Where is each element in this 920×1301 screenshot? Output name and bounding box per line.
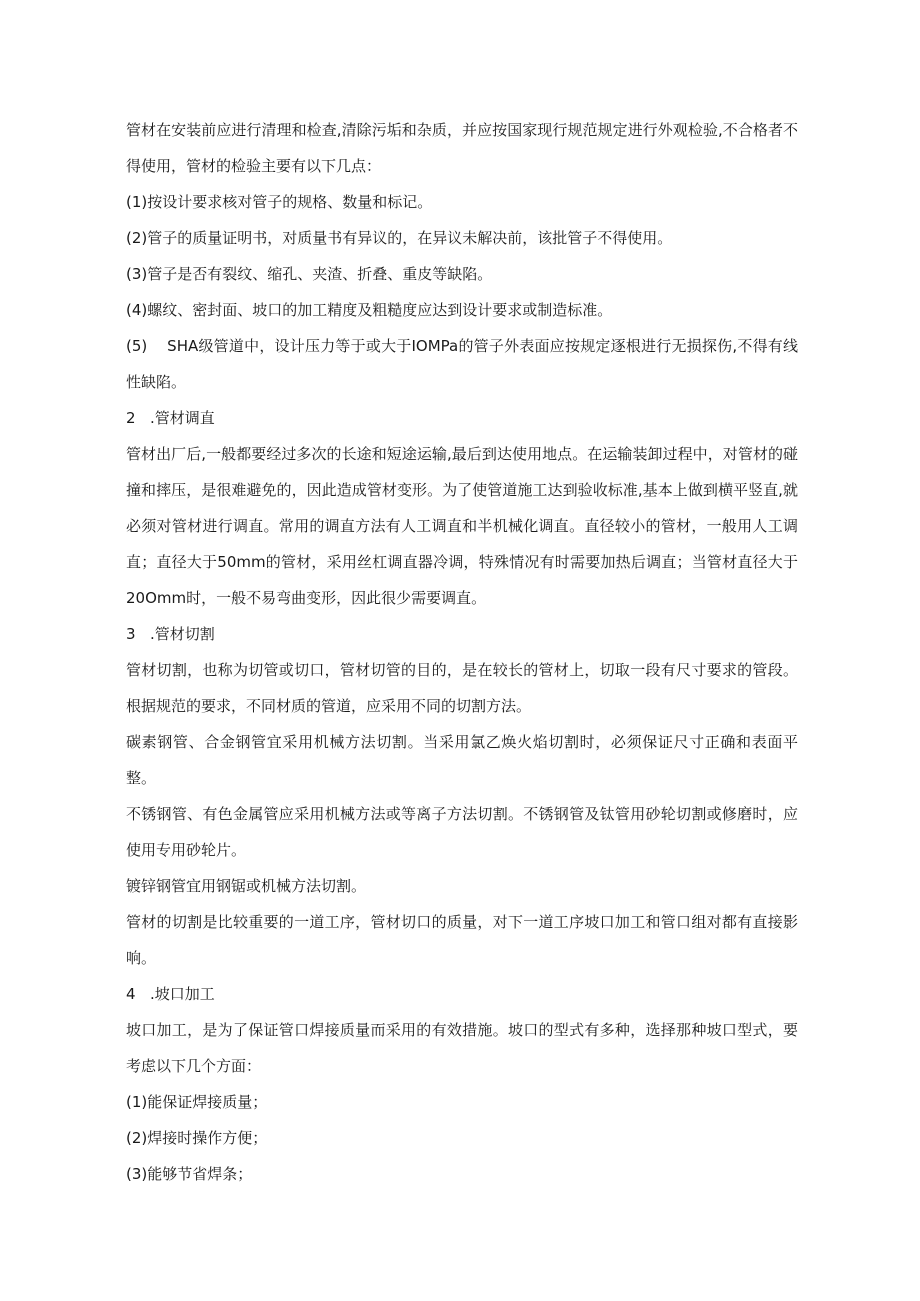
document-body [126, 112, 798, 1192]
section-number: 4 [126, 985, 136, 1003]
intro-paragraph: 管材在安装前应进行清理和检查,清除污垢和杂质，并应按国家现行规范规定进行外观检验,不合格者不得使用，管材的检验主要有以下几点： [126, 121, 798, 175]
section-3-paragraph-5: 管材的切割是比较重要的一道工序，管材切口的质量，对下一道工序坡口加工和管口组对都有直接影响。 [126, 913, 798, 967]
section-3-paragraph-1: 管材切割，也称为切管或切口，管材切管的目的，是在较长的管材上，切取一段有尺寸要求的管段。根据规范的要求，不同材质的管道，应采用不同的切割方法。 [126, 661, 798, 715]
check-item-2: (2)管子的质量证明书，对质量书有异议的，在异议未解决前，该批管子不得使用。 [126, 229, 673, 247]
check-item-1: (1)按设计要求核对管子的规格、数量和标记。 [126, 193, 433, 211]
section-3-paragraph-4: 镀锌钢管宜用钢锯或机械方法切割。 [126, 877, 367, 895]
section-heading-4 [126, 976, 798, 1012]
section-3-paragraph-2: 碳素钢管、合金钢管宜采用机械方法切割。当采用氯乙焕火焰切割时，必须保证尺寸正确和表面平整。 [126, 733, 798, 787]
section-heading-2 [126, 400, 798, 436]
section-title: .坡口加工 [150, 985, 215, 1003]
check-item-3: (3)管子是否有裂纹、缩孔、夹渣、折叠、重皮等缺陷。 [126, 265, 493, 283]
section-title: .管材调直 [150, 409, 215, 427]
check-item-4: (4)螺纹、密封面、坡口的加工精度及粗糙度应达到设计要求或制造标准。 [126, 301, 613, 319]
section-2-body: 管材出厂后,一般都要经过多次的长途和短途运输,最后到达使用地点。在运输装卸过程中，对管材的碰撞和摔压，是很难避免的，因此造成管材变形。为了使管道施工达到验收标准,基本上做到横平竖直,就必须对管材进行调直。常用的调直方法有人工调直和半机械化调直。直径较小的管材，一般用人工调直；直径大于50mm的管材，采用丝杠调直器冷调，特殊情况有时需要加热后调直；当管材直径大于20Omm时，一般不易弯曲变形，因此很少需要调直。 [126, 445, 798, 607]
section-4-body: 坡口加工，是为了保证管口焊接质量而采用的有效措施。坡口的型式有多种，选择那种坡口型式，要考虑以下几个方面： [126, 1021, 798, 1075]
section-number: 3 [126, 625, 136, 643]
section-4-item-3: (3)能够节省焊条； [126, 1165, 253, 1183]
section-heading-3 [126, 616, 798, 652]
section-4-item-2: (2)焊接时操作方便； [126, 1129, 268, 1147]
section-title: .管材切割 [150, 625, 215, 643]
section-4-item-1: (1)能保证焊接质量； [126, 1093, 268, 1111]
check-item-5: (5) SHA级管道中，设计压力等于或大于IOMPa的管子外表面应按规定逐根进行无损探伤,不得有线性缺陷。 [126, 337, 798, 391]
section-number: 2 [126, 409, 136, 427]
section-3-paragraph-3: 不锈钢管、有色金属管应采用机械方法或等离子方法切割。不锈钢管及钛管用砂轮切割或修磨时，应使用专用砂轮片。 [126, 805, 798, 859]
